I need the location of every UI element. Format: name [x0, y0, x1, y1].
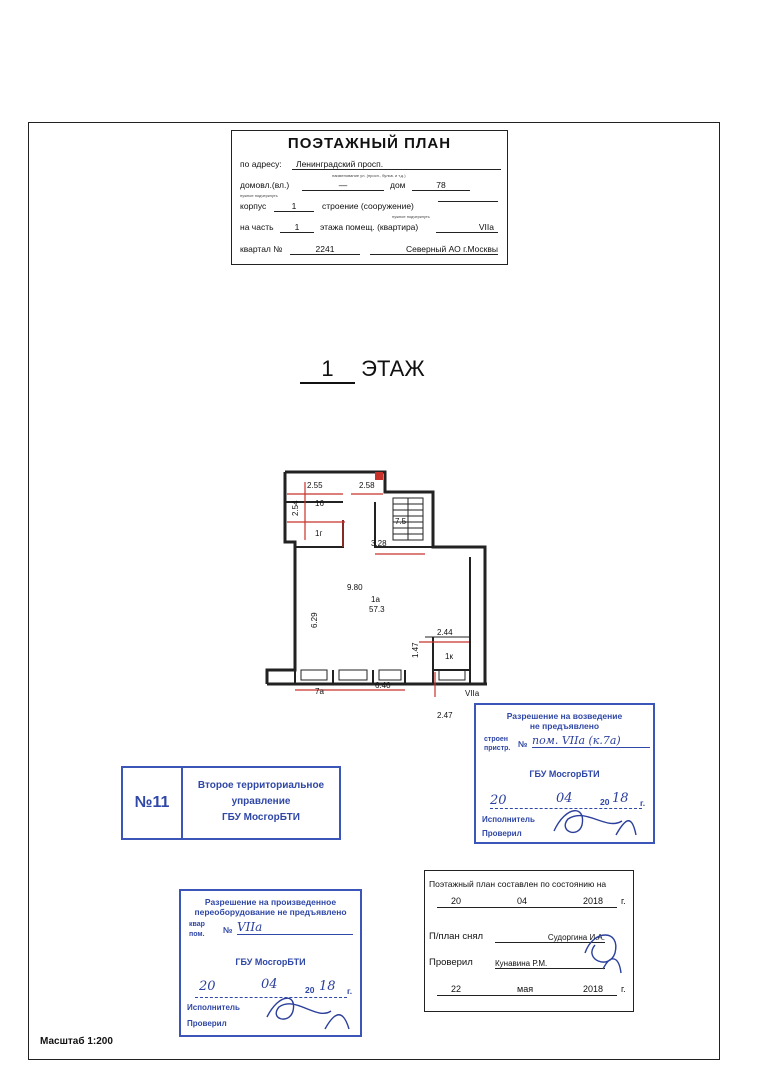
executor-label: Исполнитель — [482, 815, 535, 824]
number-hint-2: нужное подчеркнуть — [392, 214, 430, 219]
stamp-g: г. — [640, 798, 646, 808]
reequip-org: ГБУ МосгорБТИ — [235, 957, 306, 967]
approval-g: г. — [621, 984, 626, 994]
room-16: 16 — [315, 499, 324, 508]
stamp-year-prefix: 20 — [600, 797, 610, 807]
area-573: 57.3 — [369, 605, 385, 614]
address-hint: наименование ул. (просп., бульв. и т.д.) — [332, 173, 406, 178]
stamp-title-1: Разрешение на возведение — [506, 711, 623, 721]
korpus-value: 1 — [274, 201, 314, 212]
floor-number: 1 — [300, 356, 355, 384]
dim-147: 1.47 — [411, 642, 420, 658]
stamp-day: 20 — [490, 793, 507, 808]
dim-640: 6.40 — [375, 681, 391, 690]
floor-label: ЭТАЖ — [361, 356, 425, 381]
dim-247: 2.47 — [437, 711, 453, 720]
document-title: ПОЭТАЖНЫЙ ПЛАН — [287, 135, 452, 152]
department-line-2: управление — [231, 796, 291, 807]
stroen-label: строен — [484, 736, 508, 743]
kvartal-value: 2241 — [290, 244, 360, 255]
stamp-year: 18 — [612, 791, 629, 806]
surveyed-label: П/план снял — [429, 931, 484, 942]
pom-label: пом. — [189, 931, 205, 938]
na-chast-value: 1 — [280, 222, 314, 233]
stamp-month: 04 — [556, 791, 573, 806]
reequip-title-2: переоборудование не предъявлено — [194, 907, 347, 917]
dim-254: 2.54 — [291, 500, 300, 516]
stamp-reequipment — [179, 889, 362, 1037]
stamp-org: ГБУ МосгорБТИ — [529, 769, 600, 779]
etazha-value: VIIa — [436, 222, 498, 233]
state-box — [424, 870, 634, 1012]
reequip-g: г. — [347, 986, 353, 996]
state-year: 2018 — [583, 896, 604, 906]
reequip-no-label: № — [223, 925, 233, 935]
state-date-line — [437, 896, 626, 908]
room-viia: VIIa — [465, 689, 480, 698]
pristr-label: пристр. — [484, 745, 511, 752]
stamp-title-2: не предъявлено — [529, 721, 600, 731]
address-value: Ленинградский просп. — [292, 159, 501, 170]
domovl-label: домовл.(вл.) — [240, 180, 290, 190]
reequip-checked-label: Проверил — [187, 1019, 227, 1028]
checked-label: Проверил — [482, 829, 522, 838]
window — [379, 670, 401, 680]
na-chast-label: на часть — [240, 222, 274, 232]
room-1k: 1к — [445, 652, 453, 661]
dim-258: 2.58 — [359, 481, 375, 490]
red-mark — [375, 472, 383, 480]
dim-328: 3.28 — [371, 539, 387, 548]
permit-number: пом. VIIа (к.7а) — [532, 734, 650, 748]
no-label: № — [518, 739, 528, 749]
department-line-1: Второе территориальное — [197, 780, 325, 791]
state-g: г. — [621, 896, 626, 906]
address-label: по адресу: — [240, 159, 282, 169]
area-75: 7.5 — [395, 517, 407, 526]
reequip-year: 18 — [319, 979, 336, 994]
approval-month: мая — [517, 984, 534, 994]
stamp-department — [121, 766, 341, 840]
korpus-label: корпус — [240, 201, 267, 211]
signature — [546, 801, 646, 843]
stroenie-label: строение (сооружение) — [322, 201, 414, 211]
window — [301, 670, 327, 680]
kvartal-label: квартал № — [240, 244, 283, 254]
dim-980: 9.80 — [347, 583, 363, 592]
dim-244: 2.44 — [437, 628, 453, 637]
dim-255: 2.55 — [307, 481, 323, 490]
state-month: 04 — [517, 896, 528, 906]
reequip-month: 04 — [261, 977, 278, 992]
room-1a: 1а — [371, 595, 380, 604]
window — [439, 670, 465, 680]
reequip-executor-label: Исполнитель — [187, 1003, 240, 1012]
floor-plan-drawing — [255, 462, 495, 722]
state-day: 20 — [451, 896, 462, 906]
checked-value: Кунавина Р.М. — [495, 959, 605, 969]
floor-heading — [300, 356, 425, 384]
state-title: Поэтажный план составлен по состоянию на — [429, 879, 607, 889]
dom-value: 78 — [412, 180, 470, 191]
number-hint: нужное подчеркнуть — [240, 193, 278, 198]
surveyed-value: Судоргина И.А. — [495, 933, 605, 943]
title-block — [231, 130, 508, 265]
reequip-day: 20 — [199, 979, 216, 994]
approval-day: 22 — [451, 984, 462, 994]
kvart-label: квар — [189, 921, 205, 928]
reequip-title-1: Разрешение на произведенное — [204, 897, 337, 907]
district: Северный АО г.Москвы — [370, 244, 498, 255]
etazha-label: этажа помещ. (квартира) — [320, 222, 419, 232]
checked-label: Проверил — [429, 957, 473, 968]
signature — [575, 923, 631, 979]
approval-date-line — [437, 984, 626, 996]
room-1g: 1г — [315, 529, 323, 538]
department-number: №11 — [123, 768, 183, 838]
approval-year: 2018 — [583, 984, 604, 994]
window — [339, 670, 367, 680]
room-7a: 7а — [315, 687, 324, 696]
signature — [261, 989, 357, 1035]
stamp-reconstruction — [474, 703, 655, 844]
department-line-3: ГБУ МосгорБТИ — [222, 812, 300, 823]
reequip-number: VIIа — [237, 920, 353, 935]
domovl-value: — — [302, 180, 384, 191]
dom-label: дом — [390, 180, 406, 190]
dim-629: 6.29 — [310, 612, 319, 628]
scale-label: Масштаб 1:200 — [40, 1036, 113, 1047]
reequip-year-prefix: 20 — [305, 985, 315, 995]
